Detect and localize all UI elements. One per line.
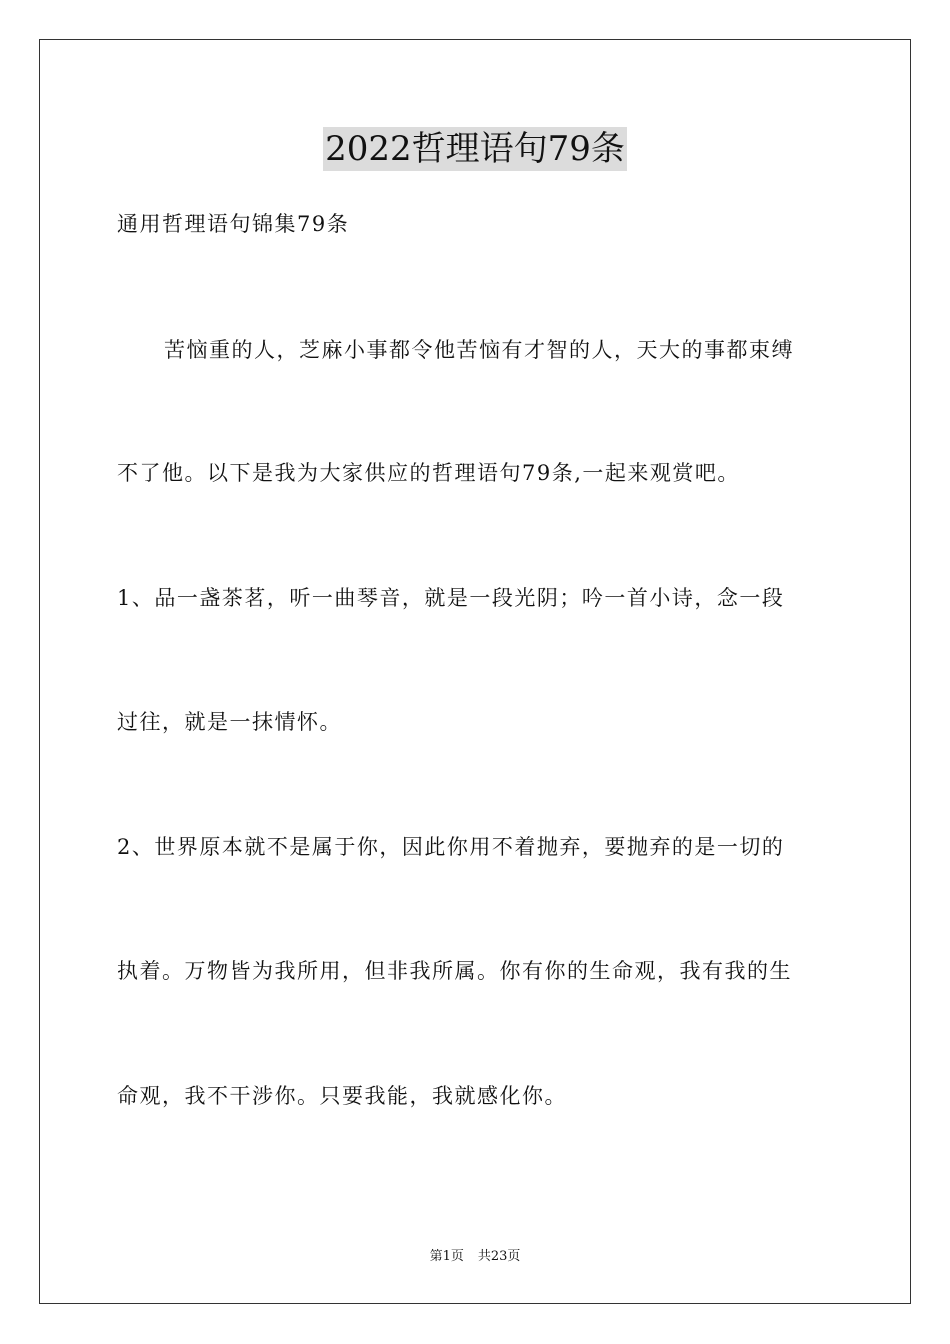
paragraph-line: 过往，就是一抹情怀。	[117, 710, 342, 734]
document-title: 2022哲理语句79条	[325, 129, 625, 169]
title-container	[0, 127, 950, 171]
page-number-current: 第1页	[429, 1249, 464, 1264]
paragraph-line: 苦恼重的人，芝麻小事都令他苦恼有才智的人，天大的事都束缚	[164, 338, 794, 362]
document-subtitle: 通用哲理语句锦集79条	[117, 212, 350, 236]
paragraph-line: 不了他。以下是我为大家供应的哲理语句79条,一起来观赏吧。	[117, 461, 740, 485]
paragraph-line: 2、世界原本就不是属于你，因此你用不着抛弃，要抛弃的是一切的	[117, 835, 785, 859]
paragraph-line: 执着。万物皆为我所用，但非我所属。你有你的生命观，我有我的生	[117, 959, 792, 983]
paragraph-line: 1、品一盏茶茗，听一曲琴音，就是一段光阴；吟一首小诗，念一段	[117, 586, 785, 610]
paragraph-line: 命观，我不干涉你。只要我能，我就感化你。	[117, 1084, 567, 1108]
page-number-total: 共23页	[477, 1249, 521, 1264]
page-footer	[0, 1248, 950, 1266]
